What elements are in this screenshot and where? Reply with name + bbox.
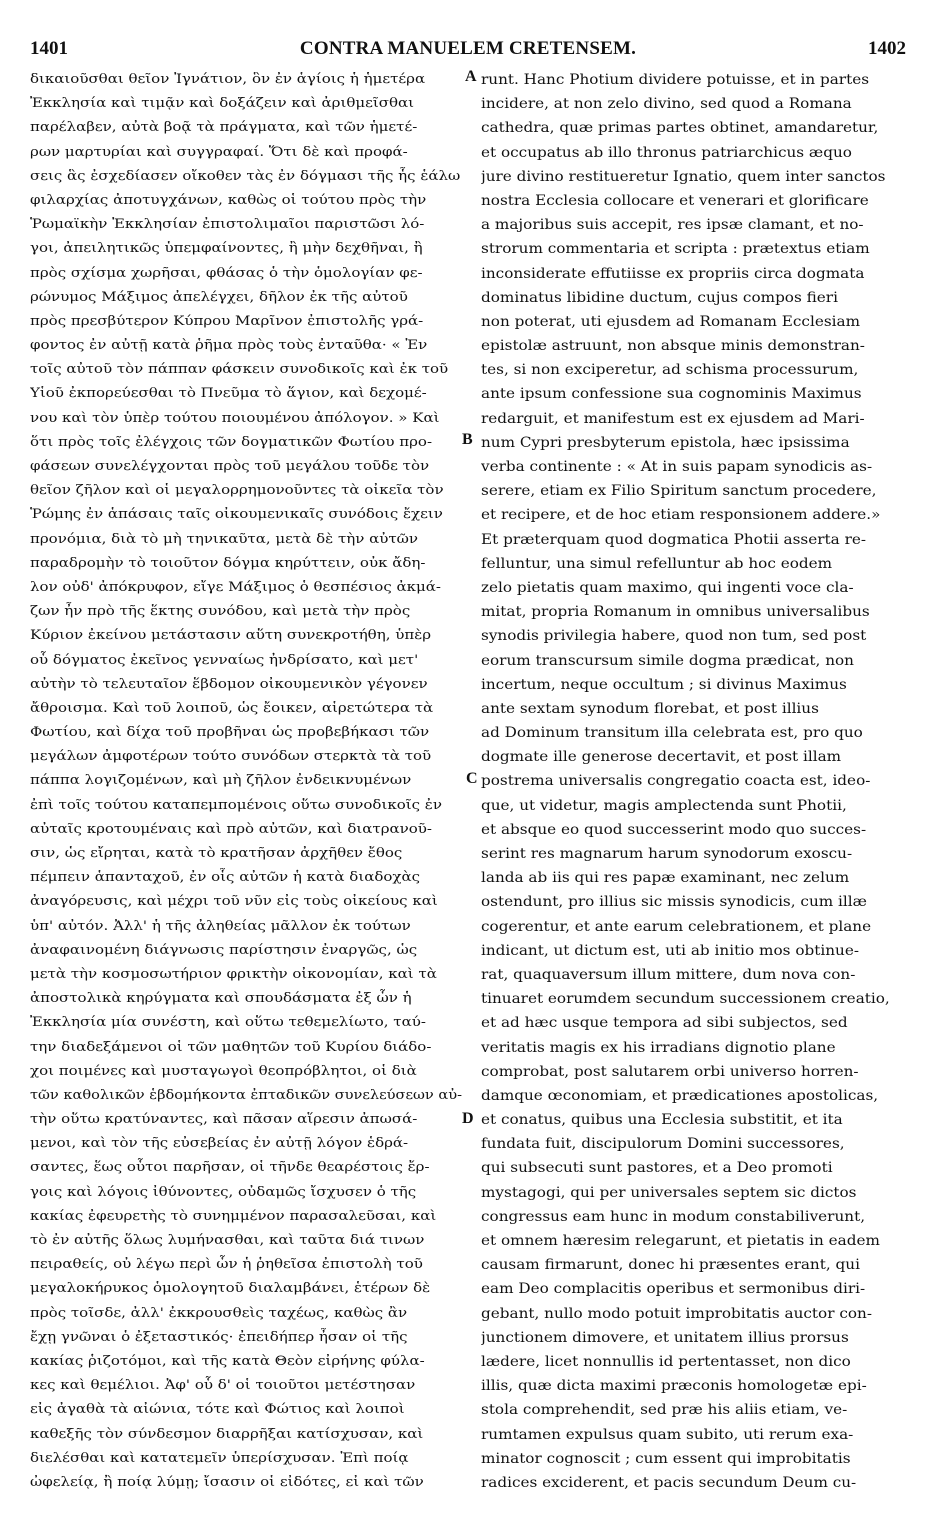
text-line: tes, si non exciperetur, ad schisma processurum, (481, 362, 859, 379)
text-line: τὸ ἐν αὐτῆς ὅλως λυμήνασθαι, καὶ ταῦτα διά τινων (30, 1233, 425, 1248)
text-line: minator cognoscit ; cum essent qui improbitatis (481, 1450, 851, 1467)
text-line: πρὸς σχίσμα χωρῆσαι, φθάσας ὁ τὴν ὁμολογίαν φε- (30, 265, 423, 281)
text-line: dominatus libidine ductum, cujus compos fieri (481, 289, 838, 306)
text-line: et absque eo quod successerint modo quo succes- (481, 821, 867, 838)
text-line: damque œconomiam, et prædicationes apostolicas, (481, 1087, 879, 1104)
text-line: αὐτὴν τὸ τελευταῖον ἕβδομον οἰκουμενικὸν γέγονεν (30, 676, 428, 692)
text-line: incertum, neque occultum ; si divinus Maximus (481, 676, 847, 693)
section-marker: A (465, 68, 477, 85)
text-line: πειραθείς, οὐ λέγω περὶ ὧν ἡ ῥηθεῖσα ἐπιστολὴ τοῦ (30, 1257, 423, 1273)
page-number-right: 1402 (868, 38, 906, 59)
text-line: ὠφελείᾳ, ἢ ποίᾳ λύμῃ; ἴσασιν οἱ εἰδότες, εἰ καὶ τῶν (30, 1474, 424, 1490)
text-line: την διαδεξάμενοι οἱ τῶν μαθητῶν τοῦ Κυρίου διάδο- (30, 1039, 432, 1055)
text-line: cogerentur, et ante earum celebrationem, et plane (481, 918, 872, 935)
text-line: zelo pietatis quam maximo, qui ingenti voce cla- (481, 579, 854, 596)
text-line: πάππα λογιζομένων, καὶ μὴ ζῆλον ἐνδεικνυμένων (30, 773, 412, 789)
text-line: γοι, ἀπειλητικῶς ὑπεμφαίνοντες, ἢ μὴν δεχθῆναι, ἢ (30, 241, 423, 257)
text-line: lædere, licet nonnullis id pertentasset, non dico (481, 1353, 851, 1370)
text-line: μενοι, καὶ τὸν τῆς εὐσεβείας ἐν αὐτῇ λόγον ἑδρά- (30, 1136, 409, 1152)
text-line: Κύριον ἐκείνου μετάστασιν αὕτη συνεκροτήθη, ὑπὲρ (30, 628, 432, 644)
text-line: μετὰ τὴν κοσμοσωτήριον φρικτὴν οἰκονομίαν, καὶ τὰ (30, 966, 437, 982)
text-line: qui subsecuti sunt pastores, et a Deo promoti (481, 1160, 833, 1177)
text-line: Ῥωμαϊκὴν Ἐκκλησίαν ἐπιστολιμαῖοι παριστῶσι λό- (30, 217, 425, 233)
text-line: Ἐκκλησία καὶ τιμᾷν καὶ δοξάζειν καὶ ἀριθμεῖσθαι (30, 96, 415, 112)
text-line: indicant, ut dictum est, uti ab initio mos obtinue- (481, 942, 859, 959)
text-line: διελέσθαι καὶ κατατεμεῖν ὑπερίσχυσαν. Ἐπὶ ποίᾳ (30, 1450, 409, 1466)
text-line: οὗ δόγματος ἐκεῖνος γενναίως ἠνδρίσατο, καὶ μετ' (30, 652, 419, 668)
text-line: Ἐκκλησία μία συνέστη, καὶ οὕτω τεθεμελίωτο, ταύ- (30, 1015, 426, 1031)
text-line: epistolæ astruunt, non absque minis demonstran- (481, 338, 865, 355)
text-line: ὑπ' αὐτόν. Ἀλλ' ἡ τῆς ἀληθείας μᾶλλον ἐκ τούτων (30, 918, 411, 934)
text-line: μεγάλων ἀμφοτέρων τούτο συνόδων στερκτὰ τὰ τοῦ (30, 749, 432, 765)
text-line: redarguit, et manifestum est ex ejusdem ad Mari- (481, 410, 865, 427)
text-line: et omnem hæresim relegarunt, et pietatis in eadem (481, 1233, 880, 1249)
text-line: ἔχῃ γνῶναι ὁ ἐξεταστικός· ἐπειδήπερ ἦσαν οἱ τῆς (30, 1329, 408, 1345)
text-line: προνόμια, διὰ τὸ μὴ τηνικαῦτα, μετὰ δὲ τὴν αὐτῶν (30, 531, 419, 547)
text-line: ἀναγόρευσις, καὶ μέχρι τοῦ νῦν εἰς τοὺς οἰκείους καὶ (30, 894, 438, 910)
text-line: ρων μαρτυρίαι καὶ συγγραφαί. Ὅτι δὲ καὶ προφά- (30, 144, 408, 160)
text-line: ἀναφαινομένη διάγνωσις παρίστησιν ἐναργῶς, ὡς (30, 942, 418, 958)
text-line: junctionem dimovere, et unitatem illius prorsus (481, 1329, 849, 1346)
text-line: πρὸς πρεσβύτερον Κύπρου Μαρῖνον ἐπιστολῆς γρά- (30, 313, 424, 329)
text-line: jure divino restitueretur Ignatio, quem inter sanctos (481, 168, 886, 185)
text-line: serere, etiam ex Filio Spiritum sanctum procedere, (481, 483, 877, 500)
text-line: inconsiderate effutiisse ex propriis circa dogmata (481, 265, 865, 282)
text-line: πέμπειν ἁπανταχοῦ, ἐν οἷς αὐτῶν ἡ κατὰ διαδοχὰς (30, 870, 421, 886)
text-line: παρέλαβεν, αὐτὰ βοᾷ τὰ πράγματα, καὶ τῶν ἡμετέ- (30, 120, 418, 136)
text-line: eam Deo complacitis operibus et sermonibus diri- (481, 1281, 866, 1298)
text-line: Υἱοῦ ἐκπορεύεσθαι τὸ Πνεῦμα τὸ ἅγιον, καὶ δεχομέ- (30, 386, 427, 402)
text-line: φάσεων συνελέγχονται πρὸς τοῦ μεγάλου τοῦδε τὸν (30, 459, 430, 474)
text-line: a majoribus suis accepit, res ipsæ clamant, et no- (481, 217, 864, 234)
text-line: ὅτι πρὸς τοῖς ἐλέγχοις τῶν δογματικῶν Φωτίου προ- (30, 434, 433, 450)
text-line: mystagogi, qui per universales septem sic dictos (481, 1184, 857, 1201)
section-marker: D (462, 1110, 474, 1127)
text-line: λον οὐδ' ἀπόκρυφον, εἴγε Μάξιμος ὁ θεσπέσιος ἀκμά- (30, 579, 441, 595)
text-line: et ad hæc usque tempora ad sibi subjectos, sed (481, 1015, 848, 1032)
text-line: postrema universalis congregatio coacta est, ideo- (481, 773, 871, 790)
text-line: ἄθροισμα. Καὶ τοῦ λοιποῦ, ὡς ἔοικεν, αἱρετώτερα τὰ (30, 700, 434, 716)
page-number-left: 1401 (30, 38, 68, 59)
text-line: Φωτίου, καὶ δίχα τοῦ προβῆναι ὡς προβεβήκασι τῶν (30, 725, 430, 741)
text-line: δικαιοῦσθαι θεῖον Ἰγνάτιον, ὃν ἐν ἁγίοις ἡ ἡμετέρα (30, 72, 426, 87)
text-line: ante ipsum confessione sua cognominis Maximus (481, 386, 862, 403)
text-line: congressus eam hunc in modum constabiliverunt, (481, 1208, 866, 1225)
text-line: runt. Hanc Photium dividere potuisse, et in partes (481, 72, 870, 88)
text-line: πρὸς τοῖσδε, ἀλλ' ἐκκρουσθεὶς ταχέως, καθὼς ἂν (30, 1305, 408, 1321)
text-line: θεῖον ζῆλον καὶ οἱ μεγαλορρημονοῦντες τὰ οἰκεῖα τὸν (30, 483, 444, 499)
text-line: illis, quæ dicta maximi præconis homologetæ epi- (481, 1378, 867, 1395)
text-line: ante sextam synodum florebat, et post illius (481, 700, 819, 717)
text-line: et recipere, et de hoc etiam responsionem addere.» (481, 507, 881, 524)
text-line: et occupatus ab illo thronus patriarchicus æquo (481, 144, 852, 161)
text-line: cathedra, quæ primas partes obtinet, amandaretur, (481, 120, 879, 137)
text-line: verba continente : « At in suis papam synodicis as- (481, 459, 873, 475)
text-line: comprobat, post salutarem orbi universo horren- (481, 1063, 859, 1080)
text-line: serint res magnarum harum synodorum exoscu- (481, 846, 853, 862)
text-line: stola comprehendit, sed præ his aliis etiam, ve- (481, 1402, 848, 1419)
greek-column (30, 68, 462, 1495)
text-line: φοντος ἐν αὐτῇ κατὰ ῥῆμα πρὸς τοὺς ἐνταῦθα· « Ἐν (30, 338, 428, 354)
text-line: landa ab iis qui res papæ examinant, nec zelum (481, 870, 850, 887)
text-line: Et præterquam quod dogmatica Photii asserta re- (481, 531, 866, 548)
text-line: χοι ποιμένες καὶ μυσταγωγοὶ θεοπρόβλητοι, οἱ διὰ (30, 1063, 417, 1079)
text-line: ad Dominum transitum illa celebrata est, pro quo (481, 725, 863, 742)
text-line: ζων ἦν πρὸ τῆς ἕκτης συνόδου, καὶ μετὰ τὴν πρὸς (30, 604, 411, 620)
text-line: non poterat, uti ejusdem ad Romanam Ecclesiam (481, 313, 861, 330)
text-line: causam firmarunt, donec hi præsentes erant, qui (481, 1257, 860, 1274)
text-line: strorum commentaria et scripta : prætextus etiam (481, 241, 870, 258)
text-line: τοῖς αὐτοῦ τὸν πάππαν φάσκειν συνοδικοῖς καὶ ἐκ τοῦ (30, 362, 449, 378)
text-line: μεγαλοκήρυκος ὁμολογητοῦ διαλαμβάνει, ἑτέρων δὲ (30, 1281, 431, 1297)
text-line: φιλαρχίας ἀποτυγχάνων, καθὼς οἱ τούτου πρὸς τὴν (30, 192, 427, 208)
text-line: γοις καὶ λόγοις ἰθύνοντες, οὐδαμῶς ἴσχυσεν ὁ τῆς (30, 1184, 417, 1200)
text-line: ἀποστολικὰ κηρύγματα καὶ σπουδάσματα ἐξ ὧν ἡ (30, 991, 412, 1007)
text-line: rumtamen expulsus quam subito, uti rerum exa- (481, 1426, 854, 1443)
text-line: καθεξῆς τὸν σύνδεσμον διαρρῆξαι κατίσχυσαν, καὶ (30, 1426, 424, 1442)
section-marker: B (462, 431, 473, 448)
text-line: σαντες, ἕως οὗτοι παρῆσαν, οἱ τῆνδε θεαρέστοις ἔρ- (30, 1160, 430, 1176)
running-title: CONTRA MANUELEM CRETENSEM. (299, 38, 637, 59)
text-line: rat, quaquaversum illum mittere, dum nova con- (481, 966, 856, 983)
text-line: αὐταῖς κροτουμέναις καὶ πρὸ αὐτῶν, καὶ διατρανοῦ- (30, 821, 432, 837)
text-line: fundata fuit, discipulorum Domini successores, (481, 1136, 845, 1153)
text-line: εἰς ἀγαθὰ τὰ αἰώνια, τότε καὶ Φώτιος καὶ λοιποὶ (30, 1402, 405, 1418)
running-header (30, 38, 906, 68)
text-line: τὴν οὕτω κρατύναντες, καὶ πᾶσαν αἵρεσιν ἀπωσά- (30, 1112, 418, 1128)
text-line: radices exciderent, et pacis secundum Deum cu- (481, 1474, 857, 1491)
text-line: τῶν καθολικῶν ἑβδομήκοντα ἐπταδικῶν συνελεύσεων αὐ- (30, 1087, 462, 1103)
latin-column (481, 68, 906, 1495)
text-line: mitat, propria Romanum in omnibus universalibus (481, 604, 870, 621)
text-line: synodis privilegia habere, quod non tum, sed post (481, 628, 867, 645)
text-line: Ῥώμης ἐν ἁπάσαις ταῖς οἰκουμενικαῖς συνόδοις ἔχειν (30, 507, 443, 523)
text-line: κακίας ῥιζοτόμοι, καὶ τῆς κατὰ Θεὸν εἰρήνης φύλα- (30, 1353, 425, 1369)
text-line: veritatis magis ex his irradians dignotio plane (481, 1039, 836, 1056)
text-line: nostra Ecclesia collocare et venerari et glorificare (481, 192, 869, 209)
text-line: num Cypri presbyterum epistola, hæc ipsissima (481, 434, 850, 451)
text-line: eorum transcursum simile dogma prædicat, non (481, 652, 854, 669)
text-line: dogmate ille generose decertavit, et post illam (481, 749, 842, 766)
text-line: gebant, nullo modo potuit improbitatis auctor con- (481, 1305, 872, 1322)
text-line: σιν, ὡς εἴρηται, κατὰ τὸ κρατῆσαν ἀρχῆθεν ἔθος (30, 846, 403, 861)
text-line: ostendunt, pro illius sic missis synodicis, cum illæ (481, 894, 867, 911)
text-line: σεις ἃς ἐσχεδίασεν οἴκοθεν τὰς ἐν δόγμασι τῆς ἧς ἑάλω (30, 168, 461, 184)
text-line: νου καὶ τὸν ὑπὲρ τούτου ποιουμένου ἀπόλογον. » Καὶ (30, 410, 440, 426)
section-marker: C (466, 770, 478, 787)
text-line: ρώνυμος Μάξιμος ἀπελέγχει, δῆλον ἐκ τῆς αὐτοῦ (30, 289, 408, 305)
text-line: ἐπὶ τοῖς τούτου καταπεμπομένοις οὕτω συνοδικοῖς ἐν (30, 797, 442, 813)
text-line: κες καὶ θεμέλιοι. Ἀφ' οὗ δ' οἱ τοιοῦτοι μετέστησαν (30, 1378, 416, 1394)
text-line: que, ut videtur, magis amplectenda sunt Photii, (481, 797, 847, 814)
text-line: et conatus, quibus una Ecclesia substitit, et ita (481, 1112, 843, 1129)
text-line: tinuaret eorumdem secundum successionem creatio, (481, 991, 890, 1008)
text-line: παραδρομὴν τὸ τοιοῦτον δόγμα κηρύττειν, οὐκ ἄδη- (30, 555, 426, 571)
text-line: κακίας ἐφευρετὴς τὸ συνημμένον παρασαλεῦσαι, καὶ (30, 1208, 437, 1224)
text-line: incidere, at non zelo divino, sed quod a Romana (481, 96, 852, 113)
text-line: felluntur, una simul refelluntur ab hoc eodem (481, 555, 833, 572)
